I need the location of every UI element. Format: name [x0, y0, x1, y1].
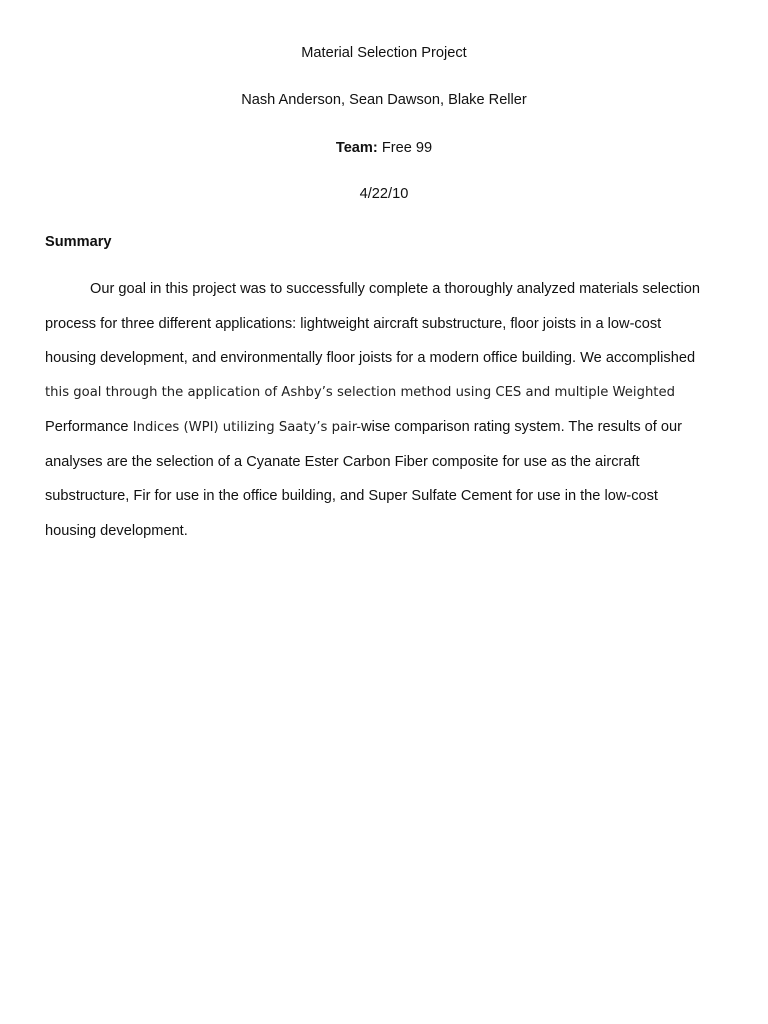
summary-line-7: substructure, Fir for use in the office building, and Super Sulfate Cement for use in the low-cost	[45, 488, 658, 504]
summary-line-8: housing development.	[45, 523, 188, 539]
document-title: Material Selection Project	[301, 45, 467, 61]
team-label: Team:	[335, 140, 378, 156]
summary-line-2: process for three different applications: lightweight aircraft substructure, floor joists in a low-cost	[45, 316, 662, 332]
summary-line-5-part-1: Performance	[45, 419, 129, 435]
author-names: Nash Anderson, Sean Dawson, Blake Reller	[241, 92, 527, 108]
summary-line-4: this goal through the application of Ashby’s selection method using CES and multiple Weighted	[45, 385, 675, 400]
summary-line-1: Our goal in this project was to successfully complete a thoroughly analyzed materials selection	[90, 281, 700, 297]
summary-line-5-part-2: Indices (WPI) utilizing Saaty’s pair-	[128, 420, 362, 435]
summary-line-5	[45, 418, 725, 437]
summary-heading: Summary	[45, 234, 112, 250]
team-name: Free 99	[377, 140, 433, 156]
summary-line-6: analyses are the selection of a Cyanate Ester Carbon Fiber composite for use as the aircraft	[45, 454, 640, 470]
document-date: 4/22/10	[359, 186, 409, 202]
summary-line-5-part-3: wise comparison rating system. The results of our	[361, 419, 682, 435]
summary-line-3: housing development, and environmentally floor joists for a modern office building. We accomplished	[45, 350, 696, 366]
team-line	[0, 139, 768, 157]
